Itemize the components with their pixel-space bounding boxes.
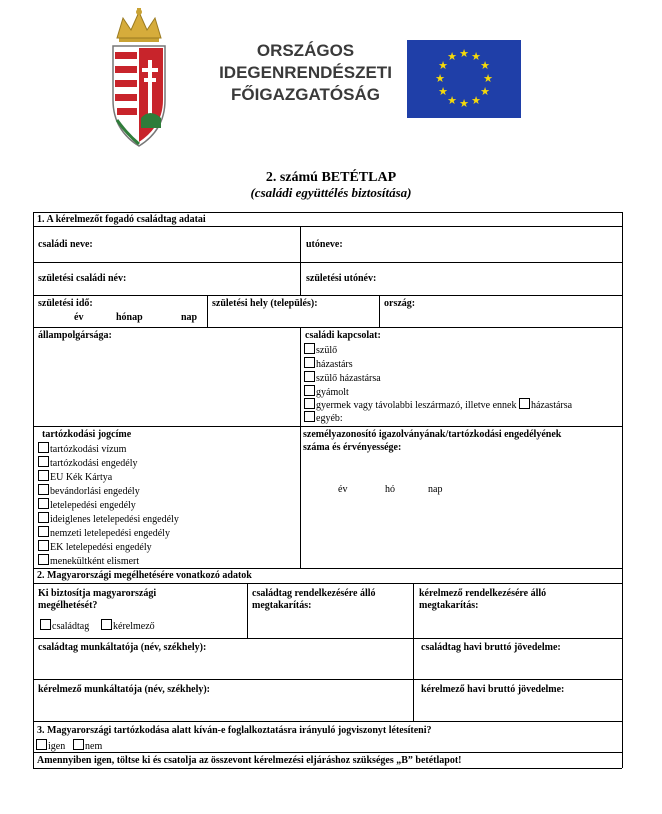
form-title: 2. számú BETÉTLAP <box>265 170 397 185</box>
given-name-label: utóneve: <box>306 239 343 250</box>
id-date-month: hó <box>385 484 395 495</box>
residence-basis-label: tartózkodási jogcíme <box>42 429 132 440</box>
checkbox[interactable] <box>38 512 49 523</box>
section3-note: Amennyiben igen, töltse ki és csatolja az összevont kérelmezési eljáráshoz szükséges „B” betétlapot! <box>37 755 462 766</box>
descendant-spouse-checkbox[interactable] <box>519 398 530 409</box>
option-label: letelepedési engedély <box>50 500 136 511</box>
checkbox[interactable] <box>38 484 49 495</box>
residence-option-permit[interactable] <box>38 456 137 470</box>
section1-heading: 1. A kérelmezőt fogadó családtag adatai <box>37 214 206 225</box>
checkbox[interactable] <box>304 411 315 422</box>
family-income-label: családtag havi bruttó jövedelme: <box>421 642 561 653</box>
option-label: szülő <box>316 345 338 356</box>
checkbox[interactable] <box>38 554 49 565</box>
relationship-option-other[interactable] <box>304 411 343 425</box>
birth-date-day: nap <box>181 312 198 323</box>
residence-option-ec-settlement[interactable] <box>38 540 152 554</box>
birth-family-name-label: születési családi név: <box>38 273 127 284</box>
option-label: nem <box>85 741 103 752</box>
checkbox[interactable] <box>304 385 315 396</box>
family-savings-label-line1: családtag rendelkezésére álló <box>252 588 376 599</box>
option-label: bevándorlási engedély <box>50 486 140 497</box>
svg-text:★: ★ <box>480 85 490 98</box>
option-label: tartózkodási engedély <box>50 458 138 469</box>
svg-text:★: ★ <box>447 94 457 107</box>
form-subtitle: (családi együttélés biztosítása) <box>250 185 412 200</box>
checkbox[interactable] <box>36 739 47 750</box>
family-name-label: családi neve: <box>38 239 93 250</box>
who-covers-label-line1: Ki biztosítja magyarországi <box>38 588 157 599</box>
residence-option-temp-settlement[interactable] <box>38 512 179 526</box>
birth-place-label: születési hely (település): <box>212 298 318 309</box>
birth-date-month: hónap <box>116 312 143 323</box>
checkbox[interactable] <box>304 343 315 354</box>
option-label: gyámolt <box>316 387 349 398</box>
country-label: ország: <box>384 298 416 309</box>
agency-name-line-2: IDEGENRENDÉSZETI <box>219 63 392 82</box>
citizenship-label: állampolgársága: <box>38 330 112 341</box>
option-label: tartózkodási vízum <box>50 444 127 455</box>
option-label: házastársa <box>530 400 573 411</box>
employment-option-yes[interactable] <box>36 739 65 753</box>
residence-option-refugee[interactable] <box>38 554 139 568</box>
applicant-income-label: kérelmező havi bruttó jövedelme: <box>421 684 565 695</box>
checkbox[interactable] <box>40 619 51 630</box>
svg-text:★: ★ <box>438 59 448 72</box>
section3-heading: 3. Magyarországi tartózkodása alatt kíván-e foglalkoztatásra irányuló jogviszonyt létesíteni? <box>37 725 432 736</box>
agency-name-line-3: FŐIGAZGATÓSÁG <box>231 85 380 104</box>
checkbox[interactable] <box>38 442 49 453</box>
checkbox[interactable] <box>304 398 315 409</box>
relationship-option-parent-spouse[interactable] <box>304 371 381 385</box>
relationship-option-ward[interactable] <box>304 385 349 399</box>
checkbox[interactable] <box>38 456 49 467</box>
relationship-option-descendant[interactable] <box>304 398 572 412</box>
svg-text:★: ★ <box>435 72 445 85</box>
svg-text:★: ★ <box>471 94 481 107</box>
option-label: gyermek vagy távolabbi leszármazó, illetve ennek <box>316 400 517 411</box>
svg-text:★: ★ <box>471 50 481 63</box>
who-covers-label-line2: megélhetését? <box>38 600 98 611</box>
relationship-label: családi kapcsolat: <box>305 330 381 341</box>
option-label: EK letelepedési engedély <box>50 542 152 553</box>
svg-text:★: ★ <box>447 50 457 63</box>
svg-text:★: ★ <box>480 59 490 72</box>
birth-date-label: születési idő: <box>38 298 93 309</box>
residence-option-immigration[interactable] <box>38 484 140 498</box>
option-label: ideiglenes letelepedési engedély <box>50 514 179 525</box>
svg-text:★: ★ <box>459 47 469 60</box>
relationship-option-parent[interactable] <box>304 343 337 357</box>
id-date-day: nap <box>428 484 443 495</box>
checkbox[interactable] <box>38 540 49 551</box>
option-label: családtag <box>52 621 90 632</box>
hungarian-coat-of-arms-logo <box>103 8 175 150</box>
option-label: egyéb: <box>316 413 343 424</box>
option-label: nemzeti letelepedési engedély <box>50 528 170 539</box>
id-date-year: év <box>338 484 348 495</box>
applicant-savings-label-line1: kérelmező rendelkezésére álló <box>419 588 547 599</box>
checkbox[interactable] <box>101 619 112 630</box>
id-document-label-line1: személyazonosító igazolványának/tartózkodási engedélyének <box>303 429 562 440</box>
who-covers-option-family[interactable] <box>40 619 89 633</box>
residence-option-settlement[interactable] <box>38 498 136 512</box>
option-label: menekültként elismert <box>50 556 140 567</box>
checkbox[interactable] <box>38 470 49 481</box>
option-label: kérelmező <box>113 621 155 632</box>
option-label: igen <box>48 741 66 752</box>
svg-text:★: ★ <box>483 72 493 85</box>
checkbox[interactable] <box>304 371 315 382</box>
option-label: házastárs <box>316 359 353 370</box>
applicant-employer-label: kérelmező munkáltatója (név, székhely): <box>38 684 211 695</box>
eu-flag-logo <box>407 40 521 118</box>
checkbox[interactable] <box>304 357 315 368</box>
residence-option-national-settlement[interactable] <box>38 526 170 540</box>
birth-given-name-label: születési utónév: <box>306 273 377 284</box>
applicant-savings-label-line2: megtakarítás: <box>419 600 479 611</box>
checkbox[interactable] <box>73 739 84 750</box>
employment-option-no[interactable] <box>73 739 102 753</box>
family-employer-label: családtag munkáltatója (név, székhely): <box>38 642 207 653</box>
birth-date-year: év <box>74 312 84 323</box>
agency-name <box>218 40 393 106</box>
section2-heading: 2. Magyarországi megélhetésére vonatkozó adatok <box>37 570 252 581</box>
option-label: EU Kék Kártya <box>50 472 113 483</box>
family-savings-label-line2: megtakarítás: <box>252 600 312 611</box>
svg-text:★: ★ <box>438 85 448 98</box>
checkbox[interactable] <box>38 526 49 537</box>
relationship-option-spouse[interactable] <box>304 357 353 371</box>
option-label: szülő házastársa <box>316 373 381 384</box>
who-covers-option-applicant[interactable] <box>101 619 155 633</box>
id-document-label-line2: száma és érvényessége: <box>303 442 402 453</box>
residence-option-visa[interactable] <box>38 442 126 456</box>
agency-name-line-1: ORSZÁGOS <box>256 41 355 60</box>
svg-text:★: ★ <box>459 97 469 110</box>
checkbox[interactable] <box>38 498 49 509</box>
residence-option-blue-card[interactable] <box>38 470 112 484</box>
